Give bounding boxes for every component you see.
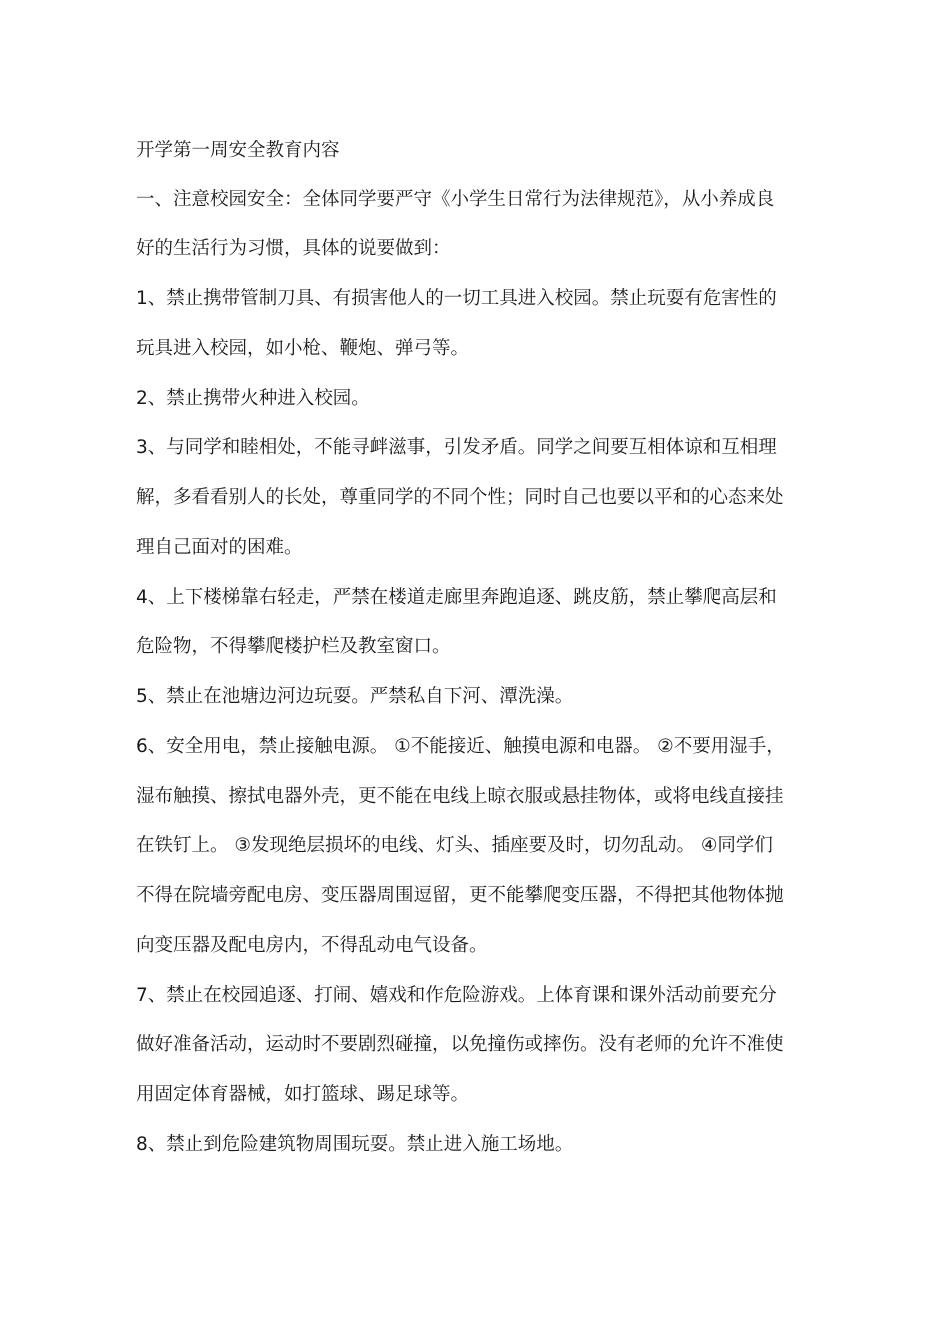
text-line: 做好准备活动，运动时不要剧烈碰撞，以免撞伤或摔伤。没有老师的允许不准使 — [136, 1034, 784, 1055]
document-title: 开学第一周安全教育内容 — [136, 140, 340, 161]
text-line: 好的生活行为习惯，具体的说要做到： — [136, 238, 451, 259]
text-line: 2、禁止携带火种进入校园。 — [136, 388, 370, 409]
text-line: 一、注意校园安全：全体同学要严守《小学生日常行为法律规范》，从小养成良 — [136, 189, 775, 210]
text-line: 不得在院墙旁配电房、变压器周围逗留，更不能攀爬变压器，不得把其他物体抛 — [136, 885, 784, 906]
text-line: 1、禁止携带管制刀具、有损害他人的一切工具进入校园。禁止玩耍有危害性的 — [136, 288, 777, 309]
text-line: 用固定体育器械，如打篮球、踢足球等。 — [136, 1084, 470, 1105]
text-line: 7、禁止在校园追逐、打闹、嬉戏和作危险游戏。上体育课和课外活动前要充分 — [136, 985, 777, 1006]
text-line: 5、禁止在池塘边河边玩耍。严禁私自下河、潭洗澡。 — [136, 686, 574, 707]
text-line: 危险物，不得攀爬楼护栏及教室窗口。 — [136, 636, 451, 657]
text-line: 3、与同学和睦相处，不能寻衅滋事，引发矛盾。同学之间要互相体谅和互相理 — [136, 437, 777, 458]
text-line: 8、禁止到危险建筑物周围玩耍。禁止进入施工场地。 — [136, 1134, 574, 1155]
text-line: 向变压器及配电房内，不得乱动电气设备。 — [136, 935, 488, 956]
text-line: 解，多看看别人的长处，尊重同学的不同个性；同时自己也要以平和的心态来处 — [136, 487, 784, 508]
text-line: 4、上下楼梯靠右轻走，严禁在楼道走廊里奔跑追逐、跳皮筋，禁止攀爬高层和 — [136, 587, 777, 608]
text-line: 湿布触摸、擦拭电器外壳，更不能在电线上晾衣服或悬挂物体，或将电线直接挂 — [136, 786, 784, 807]
text-line: 在铁钉上。 ③发现绝层损坏的电线、灯头、插座要及时，切勿乱动。 ④同学们 — [136, 835, 773, 856]
text-line: 理自己面对的困难。 — [136, 537, 303, 558]
text-line: 玩具进入校园，如小枪、鞭炮、弹弓等。 — [136, 338, 470, 359]
text-line: 6、安全用电，禁止接触电源。 ①不能接近、触摸电源和电器。 ②不要用湿手， — [136, 736, 785, 757]
